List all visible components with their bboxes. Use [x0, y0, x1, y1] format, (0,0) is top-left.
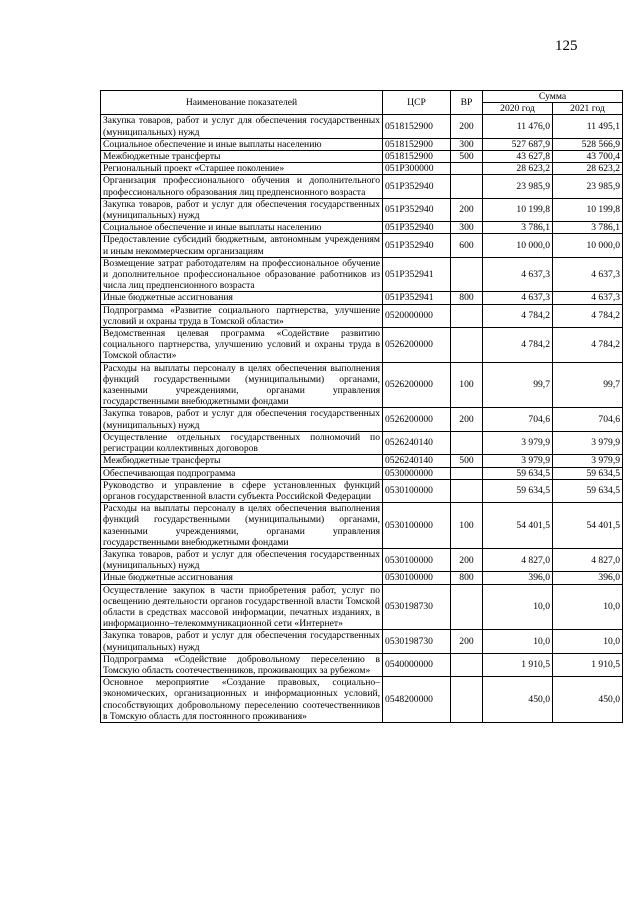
- row-name: Иные бюджетные ассигнования: [101, 572, 383, 584]
- table-row: [101, 653, 623, 676]
- row-csr: 051P352940: [383, 222, 451, 234]
- row-name: Социальное обеспечение и иные выплаты населению: [101, 138, 383, 150]
- table-row: [101, 431, 623, 454]
- row-sum-2020: 3 979,9: [483, 431, 553, 454]
- row-sum-2020: 4 637,3: [483, 292, 553, 304]
- row-sum-2021: 4 784,2: [553, 328, 623, 363]
- row-csr: 0540000000: [383, 653, 451, 676]
- table-row: [101, 479, 623, 502]
- row-name: Осуществление отдельных государственных полномочий по регистрации коллективных договоров: [101, 431, 383, 454]
- row-name: Межбюджетные трансферты: [101, 455, 383, 467]
- row-sum-2020: 10 199,8: [483, 198, 553, 221]
- row-name: Региональный проект «Старшее поколение»: [101, 163, 383, 175]
- row-sum-2021: 4 784,2: [553, 304, 623, 327]
- row-sum-2021: 10,0: [553, 630, 623, 653]
- row-sum-2020: 3 979,9: [483, 455, 553, 467]
- row-sum-2021: 23 985,9: [553, 175, 623, 198]
- row-sum-2021: 4 637,3: [553, 292, 623, 304]
- table-row: [101, 408, 623, 431]
- header-vr: ВР: [451, 91, 483, 115]
- row-vr: 800: [451, 292, 483, 304]
- row-name: Возмещение затрат работодателям на профессиональное обучение и дополнительное профессиональное образование работников из числа лиц предпенсионного возраста: [101, 257, 383, 292]
- table-row: [101, 630, 623, 653]
- table-row: [101, 138, 623, 150]
- row-vr: [451, 328, 483, 363]
- row-csr: 0530100000: [383, 572, 451, 584]
- row-vr: 800: [451, 572, 483, 584]
- table-row: [101, 292, 623, 304]
- row-csr: 0526240140: [383, 455, 451, 467]
- row-name: Осуществление закупок в части приобретения работ, услуг по освещению деятельности органов государственной власти Томской области в средствах массовой информации, печатных изданиях, в информационно–телекоммуникационной сети «Интернет»: [101, 584, 383, 630]
- row-name: Закупка товаров, работ и услуг для обеспечения государственных (муниципальных) нужд: [101, 548, 383, 571]
- table-row: [101, 151, 623, 163]
- row-sum-2020: 28 623,2: [483, 163, 553, 175]
- row-sum-2021: 528 566,9: [553, 138, 623, 150]
- row-sum-2021: 59 634,5: [553, 479, 623, 502]
- row-vr: 200: [451, 115, 483, 138]
- row-sum-2021: 450,0: [553, 677, 623, 723]
- row-sum-2020: 59 634,5: [483, 467, 553, 479]
- table-row: [101, 584, 623, 630]
- row-name: Закупка товаров, работ и услуг для обеспечения государственных (муниципальных) нужд: [101, 198, 383, 221]
- row-sum-2020: 10 000,0: [483, 234, 553, 257]
- row-name: Подпрограмма «Развитие социального партнерства, улучшение условий и охраны труда в Томской области»: [101, 304, 383, 327]
- row-sum-2021: 54 401,5: [553, 503, 623, 549]
- row-sum-2021: 99,7: [553, 362, 623, 408]
- row-sum-2020: 4 784,2: [483, 304, 553, 327]
- row-vr: 600: [451, 234, 483, 257]
- table-row: [101, 115, 623, 138]
- row-sum-2021: 3 979,9: [553, 431, 623, 454]
- row-sum-2020: 527 687,9: [483, 138, 553, 150]
- table-row: [101, 257, 623, 292]
- row-csr: 0526200000: [383, 408, 451, 431]
- row-csr: 0526240140: [383, 431, 451, 454]
- table-row: [101, 677, 623, 723]
- table-row: [101, 467, 623, 479]
- table-row: [101, 362, 623, 408]
- row-sum-2020: 59 634,5: [483, 479, 553, 502]
- row-csr: 051P352940: [383, 234, 451, 257]
- table-row: [101, 198, 623, 221]
- row-sum-2021: 28 623,2: [553, 163, 623, 175]
- row-sum-2020: 1 910,5: [483, 653, 553, 676]
- table-row: [101, 175, 623, 198]
- row-vr: 500: [451, 151, 483, 163]
- header-year-2020: 2020 год: [483, 103, 553, 115]
- table-row: [101, 163, 623, 175]
- row-vr: 100: [451, 362, 483, 408]
- row-csr: 051P352940: [383, 175, 451, 198]
- row-sum-2020: 10,0: [483, 630, 553, 653]
- table-row: [101, 548, 623, 571]
- header-sum: Сумма: [483, 91, 623, 103]
- row-csr: 0518152900: [383, 115, 451, 138]
- table-row: [101, 234, 623, 257]
- table-row: [101, 572, 623, 584]
- table-body: [101, 115, 623, 723]
- row-sum-2021: 3 786,1: [553, 222, 623, 234]
- row-vr: 200: [451, 198, 483, 221]
- row-vr: 500: [451, 455, 483, 467]
- row-sum-2020: 4 637,3: [483, 257, 553, 292]
- row-vr: [451, 304, 483, 327]
- row-sum-2020: 396,0: [483, 572, 553, 584]
- row-csr: 0526200000: [383, 362, 451, 408]
- row-vr: [451, 479, 483, 502]
- table-row: [101, 304, 623, 327]
- row-name: Основное мероприятие «Создание правовых, социально–экономических, организационных и информационных условий, способствующих добровольному переселению соотечественников в Томскую область для постоянного проживания»: [101, 677, 383, 723]
- row-sum-2020: 99,7: [483, 362, 553, 408]
- row-name: Иные бюджетные ассигнования: [101, 292, 383, 304]
- row-sum-2021: 4 827,0: [553, 548, 623, 571]
- row-csr: 0530100000: [383, 548, 451, 571]
- row-sum-2020: 704,6: [483, 408, 553, 431]
- row-name: Предоставление субсидий бюджетным, автономным учреждениям и иным некоммерческим организациям: [101, 234, 383, 257]
- row-name: Закупка товаров, работ и услуг для обеспечения государственных (муниципальных) нужд: [101, 408, 383, 431]
- row-sum-2021: 3 979,9: [553, 455, 623, 467]
- row-csr: 0530198730: [383, 630, 451, 653]
- budget-table: [100, 90, 623, 723]
- row-csr: 0530000000: [383, 467, 451, 479]
- row-name: Межбюджетные трансферты: [101, 151, 383, 163]
- row-sum-2020: 3 786,1: [483, 222, 553, 234]
- row-vr: [451, 175, 483, 198]
- row-vr: [451, 431, 483, 454]
- row-sum-2021: 1 910,5: [553, 653, 623, 676]
- row-csr: 0520000000: [383, 304, 451, 327]
- row-sum-2021: 4 637,3: [553, 257, 623, 292]
- row-csr: 051P352940: [383, 198, 451, 221]
- table-row: [101, 455, 623, 467]
- table-row: [101, 222, 623, 234]
- row-sum-2021: 10 199,8: [553, 198, 623, 221]
- row-sum-2021: 10 000,0: [553, 234, 623, 257]
- page-number: 125: [555, 38, 578, 54]
- row-csr: 0518152900: [383, 151, 451, 163]
- row-csr: 051P300000: [383, 163, 451, 175]
- row-sum-2021: 704,6: [553, 408, 623, 431]
- row-name: Закупка товаров, работ и услуг для обеспечения государственных (муниципальных) нужд: [101, 115, 383, 138]
- row-sum-2020: 23 985,9: [483, 175, 553, 198]
- row-name: Расходы на выплаты персоналу в целях обеспечения выполнения функций государственными (муниципальными) органами, казенными учреждениями, органами управления государственными внебюджетными фондами: [101, 503, 383, 549]
- row-csr: 0530100000: [383, 479, 451, 502]
- row-name: Подпрограмма «Содействие добровольному переселению в Томскую область соотечественников, проживающих за рубежом»: [101, 653, 383, 676]
- row-sum-2021: 10,0: [553, 584, 623, 630]
- table-header: [101, 91, 623, 115]
- row-name: Расходы на выплаты персоналу в целях обеспечения выполнения функций государственными (муниципальными) органами, казенными учреждениями, органами управления государственными внебюджетными фондами: [101, 362, 383, 408]
- header-name: Наименование показателей: [101, 91, 383, 115]
- row-sum-2021: 11 495,1: [553, 115, 623, 138]
- table-row: [101, 503, 623, 549]
- table-row: [101, 328, 623, 363]
- row-sum-2020: 4 827,0: [483, 548, 553, 571]
- header-year-2021: 2021 год: [553, 103, 623, 115]
- row-name: Ведомственная целевая программа «Содействие развитию социального партнерства, улучшению условий и охраны труда в Томской области»: [101, 328, 383, 363]
- row-csr: 0526200000: [383, 328, 451, 363]
- row-vr: [451, 467, 483, 479]
- row-vr: [451, 584, 483, 630]
- row-csr: 0530198730: [383, 584, 451, 630]
- row-name: Организация профессионального обучения и дополнительного профессионального образования лиц предпенсионного возраста: [101, 175, 383, 198]
- row-sum-2020: 54 401,5: [483, 503, 553, 549]
- row-csr: 0518152900: [383, 138, 451, 150]
- row-csr: 0548200000: [383, 677, 451, 723]
- row-csr: 0530100000: [383, 503, 451, 549]
- row-vr: [451, 257, 483, 292]
- row-vr: 300: [451, 138, 483, 150]
- row-name: Закупка товаров, работ и услуг для обеспечения государственных (муниципальных) нужд: [101, 630, 383, 653]
- row-name: Обеспечивающая подпрограмма: [101, 467, 383, 479]
- row-vr: 100: [451, 503, 483, 549]
- row-name: Руководство и управление в сфере установленных функций органов государственной власти субъекта Российской Федерации: [101, 479, 383, 502]
- row-sum-2020: 11 476,0: [483, 115, 553, 138]
- row-vr: 200: [451, 548, 483, 571]
- row-csr: 051P352941: [383, 257, 451, 292]
- row-vr: [451, 677, 483, 723]
- row-sum-2021: 396,0: [553, 572, 623, 584]
- row-sum-2020: 10,0: [483, 584, 553, 630]
- row-sum-2020: 4 784,2: [483, 328, 553, 363]
- row-vr: [451, 653, 483, 676]
- row-vr: 200: [451, 408, 483, 431]
- header-csr: ЦСР: [383, 91, 451, 115]
- row-csr: 051P352941: [383, 292, 451, 304]
- row-vr: 300: [451, 222, 483, 234]
- row-sum-2021: 43 700,4: [553, 151, 623, 163]
- row-sum-2020: 450,0: [483, 677, 553, 723]
- row-sum-2021: 59 634,5: [553, 467, 623, 479]
- row-sum-2020: 43 627,8: [483, 151, 553, 163]
- row-vr: [451, 163, 483, 175]
- row-vr: 200: [451, 630, 483, 653]
- row-name: Социальное обеспечение и иные выплаты населению: [101, 222, 383, 234]
